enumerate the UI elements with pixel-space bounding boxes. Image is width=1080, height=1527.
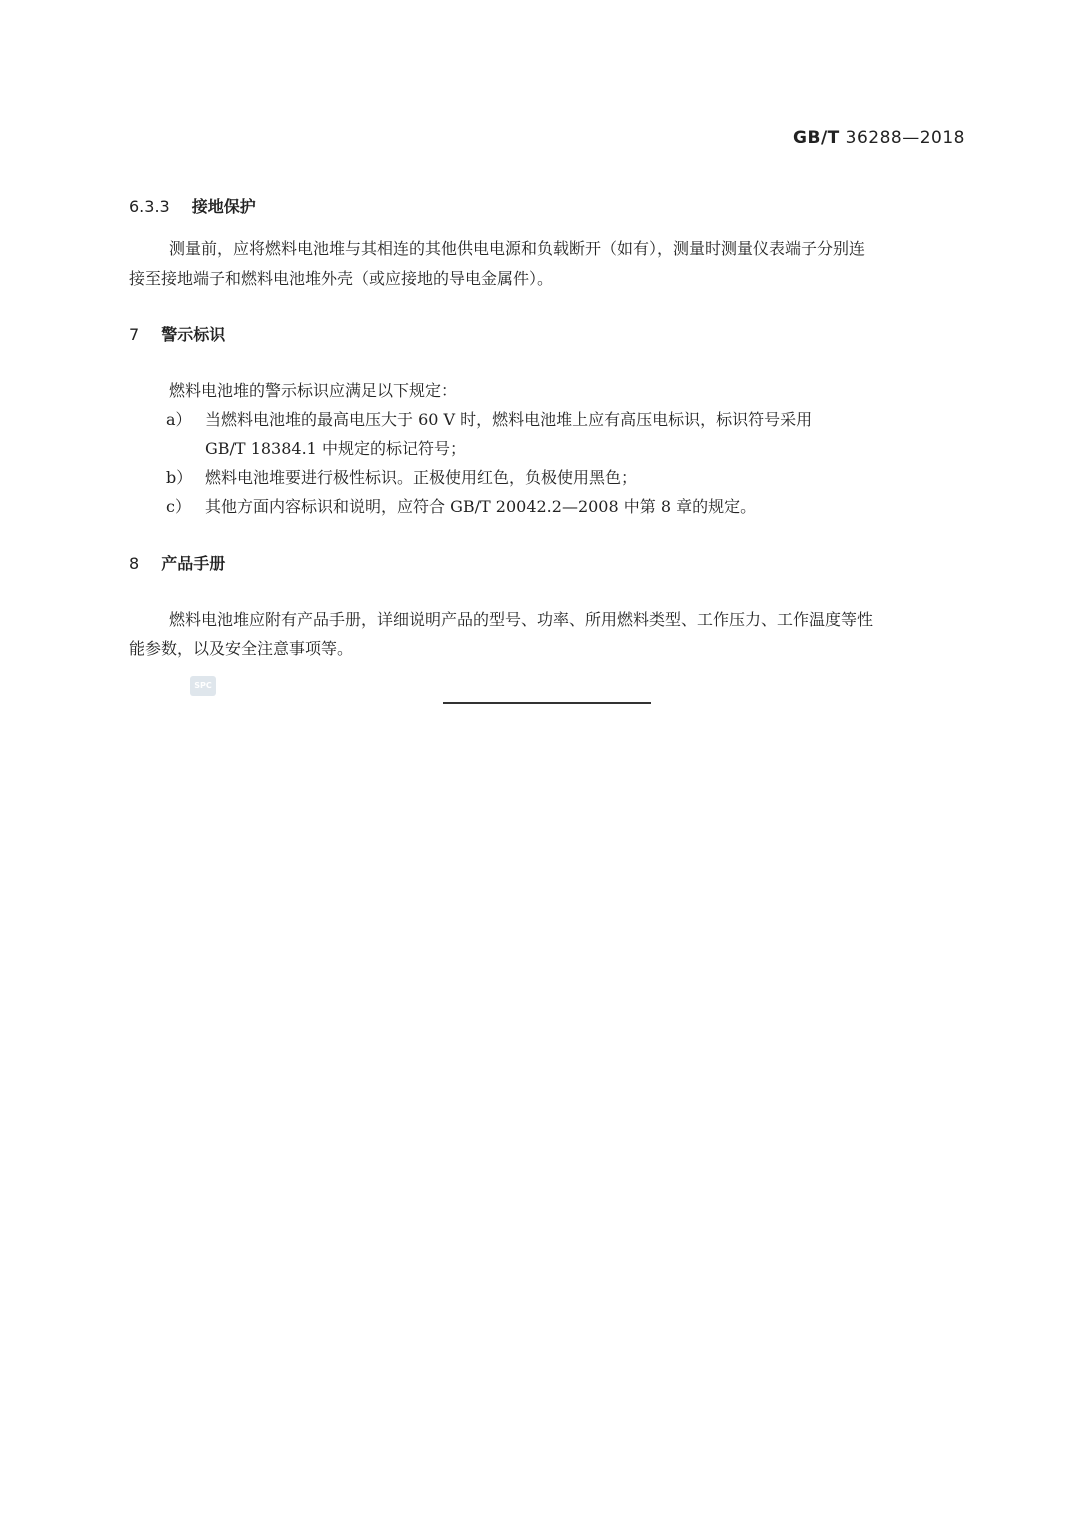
section-number: 6.3.3 [129, 197, 170, 216]
section-8-body-line-2: 能参数，以及安全注意事项等。 [129, 639, 354, 658]
standard-prefix: GB/T [793, 128, 840, 148]
section-6-3-3-body-line-1: 测量前，应将燃料电池堆与其相连的其他供电电源和负载断开（如有），测量时测量仪表端子分别连 [169, 239, 866, 258]
publisher-watermark-logo: SPC [190, 676, 216, 696]
section-6-3-3-body-line-2: 接至接地端子和燃料电池堆外壳（或应接地的导电金属件）。 [129, 269, 554, 288]
end-of-document-rule [443, 702, 651, 704]
section-title: 接地保护 [191, 197, 256, 216]
standard-code-header [793, 128, 965, 148]
section-6-3-3-heading [129, 194, 256, 217]
list-item-text: 燃料电池堆要进行极性标识。正极使用红色，负极使用黑色； [205, 468, 638, 487]
list-item-marker: a） [166, 410, 192, 429]
section-7-intro: 燃料电池堆的警示标识应满足以下规定： [169, 381, 458, 400]
list-item-text: 当燃料电池堆的最高电压大于 60 V 时，燃料电池堆上应有高压电标识，标识符号采用 [205, 410, 813, 429]
list-item-marker: b） [166, 468, 193, 487]
section-title: 警示标识 [161, 325, 226, 344]
section-number: 7 [129, 325, 140, 344]
section-8-body-line-1: 燃料电池堆应附有产品手册，详细说明产品的型号、功率、所用燃料类型、工作压力、工作温度等性 [169, 610, 874, 629]
standard-number: 36288—2018 [845, 128, 965, 148]
list-item-marker: c） [166, 497, 191, 516]
section-title: 产品手册 [161, 554, 226, 573]
section-number: 8 [129, 554, 140, 573]
list-item-text-continued: GB/T 18384.1 中规定的标记符号； [205, 439, 466, 458]
list-item-text: 其他方面内容标识和说明，应符合 GB/T 20042.2—2008 中第 8 章的规定。 [205, 497, 757, 516]
section-8-heading [129, 551, 225, 574]
section-7-heading [129, 322, 225, 345]
